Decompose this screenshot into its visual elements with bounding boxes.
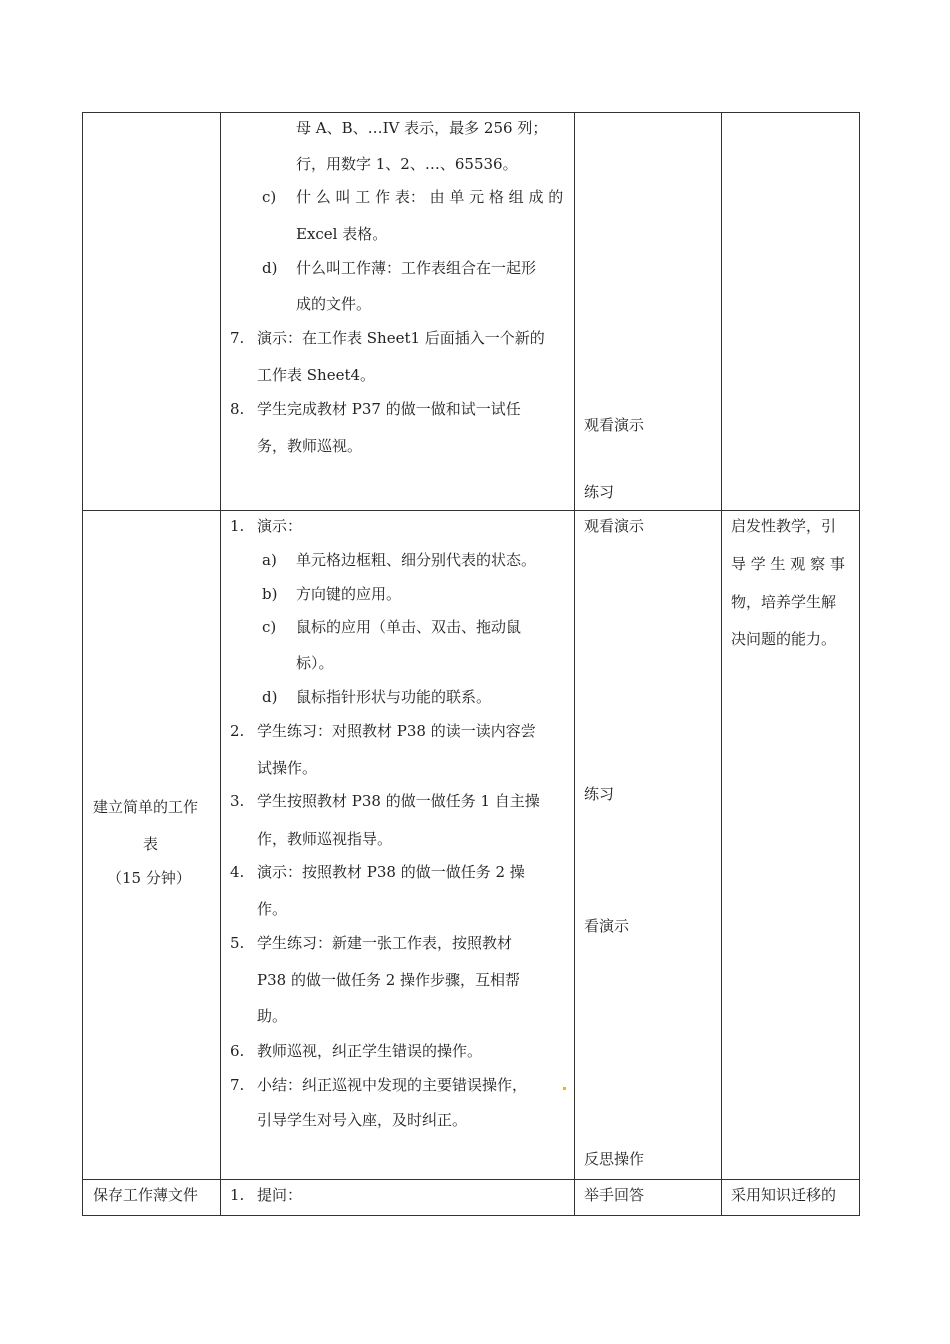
list-marker: c) xyxy=(262,618,277,636)
column-divider-1 xyxy=(220,112,221,1216)
content-line: 教师巡视，纠正学生错误的操作。 xyxy=(257,1042,483,1060)
content-line: 演示： xyxy=(257,517,303,535)
student-activity: 反思操作 xyxy=(584,1150,645,1168)
content-line: 提问： xyxy=(257,1186,303,1204)
content-line: 学生完成教材 P37 的做一做和试一试任 xyxy=(257,400,521,418)
content-line: 演示：按照教材 P38 的做一做任务 2 操 xyxy=(257,863,525,881)
content-line: 鼠标指针形状与功能的联系。 xyxy=(296,688,492,706)
content-line: 务，教师巡视。 xyxy=(257,437,363,455)
list-marker: d) xyxy=(262,259,278,277)
row-divider-1 xyxy=(82,510,860,511)
content-line: 演示：在工作表 Sheet1 后面插入一个新的 xyxy=(257,329,545,347)
content-line: 工作表 Sheet4。 xyxy=(257,366,376,384)
stray-mark xyxy=(563,1087,566,1090)
table-bottom-border xyxy=(82,1215,860,1216)
content-line: 标）。 xyxy=(296,654,334,672)
list-marker: 2. xyxy=(230,722,245,740)
list-marker: 1. xyxy=(230,1186,245,1204)
list-marker: a) xyxy=(262,551,277,569)
design-intent-line: 启发性教学，引 xyxy=(731,517,837,535)
list-marker: 6. xyxy=(230,1042,245,1060)
list-marker: b) xyxy=(262,585,278,603)
student-activity: 观看演示 xyxy=(584,517,645,535)
table-top-border xyxy=(82,112,860,113)
content-line: 助。 xyxy=(257,1007,288,1025)
list-marker: 7. xyxy=(230,329,245,347)
column-divider-2 xyxy=(574,112,575,1216)
stage-title: 建立简单的工作 xyxy=(93,798,199,816)
list-marker: 7. xyxy=(230,1076,245,1094)
content-line: 作。 xyxy=(257,900,288,918)
content-line: 试操作。 xyxy=(257,759,318,777)
stage-title: 保存工作薄文件 xyxy=(93,1186,199,1204)
content-line: 小结：纠正巡视中发现的主要错误操作， xyxy=(257,1076,528,1094)
student-activity: 看演示 xyxy=(584,917,630,935)
list-marker: 4. xyxy=(230,863,245,881)
content-line: 什 么 叫 工 作 表： 由 单 元 格 组 成 的 xyxy=(296,188,564,206)
student-activity: 练习 xyxy=(584,483,615,501)
list-marker: c) xyxy=(262,188,277,206)
stage-duration: （15 分钟） xyxy=(107,869,191,887)
list-marker: 5. xyxy=(230,934,245,952)
column-divider-3 xyxy=(721,112,722,1216)
student-activity: 练习 xyxy=(584,785,615,803)
design-intent-line: 采用知识迁移的 xyxy=(731,1186,837,1204)
student-activity: 举手回答 xyxy=(584,1186,645,1204)
content-line: P38 的做一做任务 2 操作步骤，互相帮 xyxy=(257,971,521,989)
content-line: 引导学生对号入座，及时纠正。 xyxy=(257,1111,468,1129)
content-line: 什么叫工作薄：工作表组合在一起形 xyxy=(296,259,537,277)
content-line: 单元格边框粗、细分别代表的状态。 xyxy=(296,551,537,569)
content-line: 学生按照教材 P38 的做一做任务 1 自主操 xyxy=(257,792,540,810)
content-line: 学生练习：对照教材 P38 的读一读内容尝 xyxy=(257,722,536,740)
content-line: 鼠标的应用（单击、双击、拖动鼠 xyxy=(296,618,522,636)
row-divider-2 xyxy=(82,1179,860,1180)
content-line: 行，用数字 1、2、…、65536。 xyxy=(296,155,518,173)
list-marker: 8. xyxy=(230,400,245,418)
content-line: 母 A、B、…IV 表示，最多 256 列； xyxy=(296,119,548,137)
stage-title: 表 xyxy=(143,835,159,853)
content-line: 成的文件。 xyxy=(296,295,372,313)
table-left-border xyxy=(82,112,83,1216)
content-line: 学生练习：新建一张工作表，按照教材 xyxy=(257,934,513,952)
content-line: 方向键的应用。 xyxy=(296,585,402,603)
design-intent-line: 决问题的能力。 xyxy=(731,630,837,648)
table-right-border xyxy=(859,112,860,1216)
content-line: Excel 表格。 xyxy=(296,225,388,243)
student-activity: 观看演示 xyxy=(584,416,645,434)
list-marker: d) xyxy=(262,688,278,706)
list-marker: 1. xyxy=(230,517,245,535)
design-intent-line: 导 学 生 观 察 事 xyxy=(731,555,845,573)
content-line: 作，教师巡视指导。 xyxy=(257,830,393,848)
list-marker: 3. xyxy=(230,792,245,810)
design-intent-line: 物，培养学生解 xyxy=(731,593,837,611)
